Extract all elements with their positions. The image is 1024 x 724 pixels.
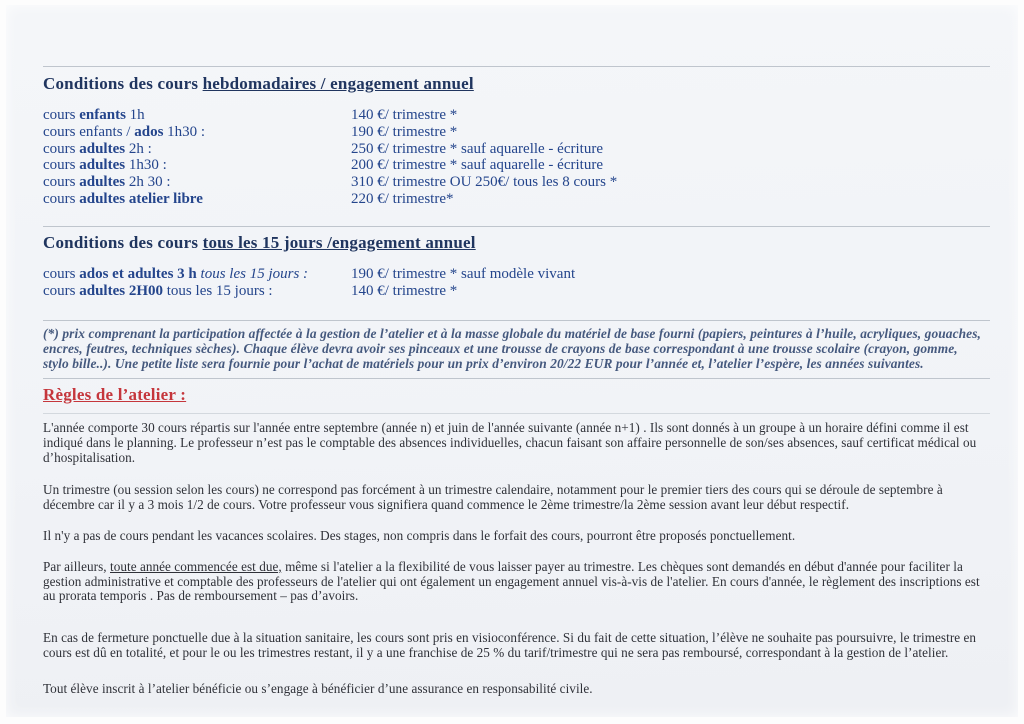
section-weekly-title: Conditions des cours hebdomadaires / engagement annuel <box>43 74 474 93</box>
section-biweekly-title: Conditions des cours tous les 15 jours /engagement annuel <box>43 232 476 252</box>
rules-paragraph-insurance: Tout élève inscrit à l’atelier bénéficie ou s’engage à bénéficier d’une assurance en responsabilité civile. <box>43 681 593 697</box>
course-label: cours enfants / ados 1h30 : <box>43 123 206 140</box>
rules-paragraph-closure: En cas de fermeture ponctuelle due à la situation sanitaire, les cours sont pris en visioconférence. Si du fait de cette situation, l’élève ne souhaite pas poursuivre, le trimestre en cours est dû en totalité, et pour le ou les trimestres restant, il y a une franchise de 25 % du tarif/trimestre qui ne sera pas remboursé, correspondant à la gestion de l’atelier. <box>43 630 977 661</box>
table-row <box>43 283 990 300</box>
scanned-document-page <box>6 5 1018 717</box>
table-row <box>43 266 990 283</box>
rules-paragraph-annual: L'année comporte 30 cours répartis sur l'année entre septembre (année n) et juin de l'année suivante (année n+1) . Ils sont donnés à un groupe à un horaire défini comme il est indiqué dans le planning. Le professeur n’est pas le comptable des absences individuelles, chacun faisant son affaire personnelle de son/ses absences, sauf certificat médical ou d’hospitalisation. <box>43 420 977 465</box>
course-label: cours ados et adultes 3 h tous les 15 jours : <box>43 265 309 282</box>
course-price: 190 €/ trimestre * <box>351 123 458 140</box>
course-label: cours adultes 2h 30 : <box>43 174 171 191</box>
table-row <box>43 191 990 208</box>
rules-paragraph-payment: Par ailleurs, toute année commencée est due, même si l'atelier a la flexibilité de vous laisser payer au trimestre. Les chèques sont demandés en début d'année pour faciliter la gestion administrative et comptable des professeurs de l'atelier qui ont également un engagement annuel vis-à-vis de l'atelier. En cours d'année, le règlement des inscriptions est au prorata temporis . Pas de remboursement – pas d’avoirs. <box>43 558 980 604</box>
weekly-price-table <box>43 107 990 208</box>
course-price: 140 €/ trimestre * <box>351 282 458 299</box>
course-label: cours adultes 2H00 tous les 15 jours : <box>43 282 273 299</box>
course-label: cours adultes 2h : <box>43 140 152 157</box>
table-row <box>43 174 990 191</box>
course-price: 250 €/ trimestre * sauf aquarelle - écriture <box>351 140 603 157</box>
course-label: cours adultes 1h30 : <box>43 157 167 174</box>
course-price: 200 €/ trimestre * sauf aquarelle - écriture <box>351 157 603 174</box>
rules-paragraph-holidays: Il n'y a pas de cours pendant les vacances scolaires. Des stages, non compris dans le forfait des cours, pourront être proposés ponctuellement. <box>43 527 796 543</box>
course-price: 190 €/ trimestre * sauf modèle vivant <box>351 265 576 282</box>
table-row <box>43 107 990 124</box>
biweekly-price-table <box>43 266 990 300</box>
divider-biweekly <box>43 226 990 227</box>
course-price: 140 €/ trimestre * <box>351 107 458 123</box>
divider-rules-under <box>43 413 990 414</box>
course-price: 310 €/ trimestre OU 250€/ tous les 8 cours * <box>351 174 618 191</box>
table-row <box>43 157 990 174</box>
price-footnote: (*) prix comprenant la participation affectée à la gestion de l’atelier et à la masse globale du matériel de base fourni (papiers, peintures à l’huile, acryliques, gouaches, encres, feutres, techniques sèches). Chaque élève devra avoir ses pinceaux et une trousse de crayons de base correspondant à une trousse scolaire (crayon, gomme, stylo bille..). Une petite liste sera fournie pour l’achat de matériels pour un prix d’environ 20/22 EUR pour l’année et, l’atelier l’espère, les années suivantes. <box>43 326 981 371</box>
divider-rules <box>43 378 990 379</box>
table-row <box>43 124 990 141</box>
course-price: 220 €/ trimestre* <box>351 190 454 207</box>
course-label: cours adultes atelier libre <box>43 190 203 207</box>
divider-top <box>43 66 990 67</box>
document-content <box>6 66 1018 697</box>
divider-footnote <box>43 320 990 321</box>
table-row <box>43 141 990 158</box>
rules-title: Règles de l’atelier : <box>43 385 187 405</box>
rules-paragraph-trimester: Un trimestre (ou session selon les cours) ne correspond pas forcément à un trimestre calendaire, notamment pour le premier tiers des cours qui se déroule de septembre à décembre car il y a 3 mois 1/2 de cours. Votre professeur vous signifiera quand commence le 2ème trimestre/la 2ème session avant leur début respectif. <box>43 481 943 512</box>
course-label: cours enfants 1h <box>43 107 145 123</box>
